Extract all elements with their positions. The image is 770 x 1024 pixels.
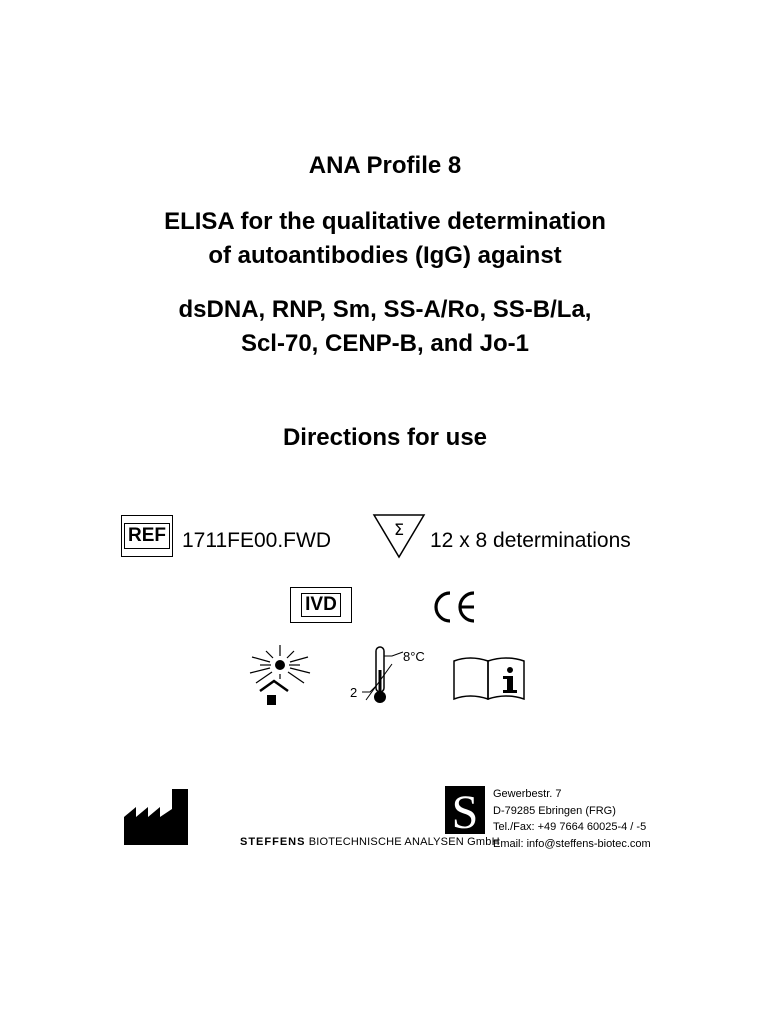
antigen-line-2: Scl-70, CENP-B, and Jo-1 [240, 330, 530, 357]
temperature-lower-limit: 2 [350, 685, 358, 700]
ce-mark-icon [428, 589, 480, 630]
manufacturer-factory-icon [122, 787, 190, 852]
sigma-glyph: Σ [393, 520, 405, 539]
document-title: ANA Profile 8 [308, 152, 462, 179]
antigen-line-1: dsDNA, RNP, Sm, SS-A/Ro, SS-B/La, [178, 296, 592, 323]
ivd-symbol [290, 587, 352, 623]
thermometer-icon [346, 644, 406, 711]
ref-code: 1711FE00.FWD [182, 529, 331, 552]
ivd-label: IVD [301, 593, 341, 617]
temperature-upper-limit: 8°C [403, 649, 425, 664]
ref-symbol [121, 515, 173, 557]
keep-away-from-sunlight-icon [244, 643, 316, 712]
company-name-rest: BIOTECHNISCHE ANALYSEN GmbH [308, 836, 500, 848]
consult-instructions-icon [452, 655, 526, 706]
subtitle-line-1: ELISA for the qualitative determination [164, 208, 606, 235]
sigma-triangle-icon [372, 513, 426, 564]
company-logo [205, 786, 487, 841]
address-email: Email: info@steffens-biotec.com [493, 837, 651, 850]
directions-heading: Directions for use [282, 424, 488, 451]
company-name [240, 836, 500, 848]
subtitle-line-2: of autoantibodies (IgG) against [208, 242, 562, 269]
address-city: D-79285 Ebringen (FRG) [493, 804, 616, 817]
address-phone: Tel./Fax: +49 7664 60025-4 / -5 [493, 821, 647, 833]
logo-letter: S [451, 786, 479, 836]
determinations-text: 12 x 8 determinations [430, 529, 631, 552]
company-address [493, 786, 651, 852]
address-street: Gewerbestr. 7 [493, 788, 562, 800]
company-name-bold: STEFFENS [240, 836, 306, 848]
subtitle [0, 205, 770, 273]
ref-label: REF [124, 523, 170, 549]
antigen-list [0, 293, 770, 361]
